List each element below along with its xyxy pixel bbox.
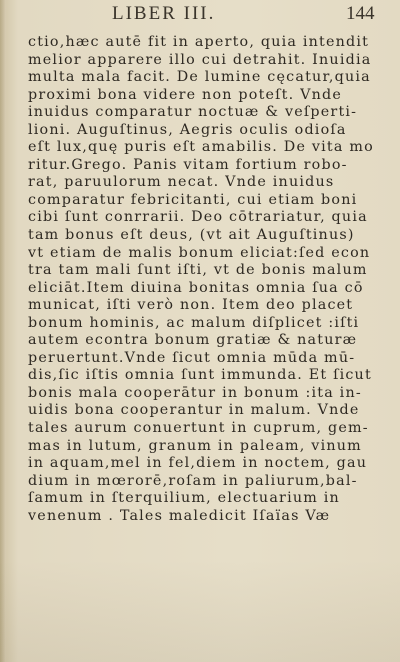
text-line: bonum hominis, ac malum diſplicet :iſti — [28, 314, 360, 331]
text-line: mas in lutum, granum in paleam, vinum — [28, 437, 362, 454]
text-line: dis,ſic iſtis omnia ſunt immunda. Et ſicut — [28, 367, 372, 384]
text-line: melior apparere illo cui detrahit. Inuidia — [28, 51, 372, 68]
text-line: dium in mœrorē,roſam in paliurum,bal- — [28, 472, 358, 489]
text-line: municat, iſti verò non. Item deo placet — [28, 297, 354, 314]
text-line: proximi bona videre non poteſt. Vnde — [28, 86, 343, 103]
text-line: uidis bona cooperantur in malum. Vnde — [28, 402, 360, 419]
text-line: tra tam mali ſunt iſti, vt de bonis malum — [28, 262, 368, 279]
page-number: 144 — [346, 3, 375, 24]
text-line: eliciāt.Item diuina bonitas omnia ſua cō — [28, 279, 364, 296]
text-line: tales aurum conuertunt in cuprum, gem- — [28, 420, 369, 437]
text-line: ctio,hæc autē fit in aperto, quia intendit — [28, 34, 370, 50]
body-text — [28, 34, 390, 525]
page-header — [0, 0, 400, 34]
text-line: comparatur febricitanti, cui etiam boni — [28, 191, 358, 208]
text-line: rat, paruulorum necat. Vnde inuidus — [28, 174, 335, 191]
paper-discoloration — [0, 560, 400, 662]
text-line: tam bonus eſt deus, (vt ait Auguſtinus) — [28, 227, 355, 244]
text-line: inuidus comparatur noctuæ & veſperti- — [28, 104, 358, 121]
text-line: peruertunt.Vnde ſicut omnia mūda mū- — [28, 349, 356, 366]
running-head: LIBER III. — [112, 3, 216, 24]
text-line: bonis mala cooperātur in bonum :ita in- — [28, 384, 362, 401]
text-line: cibi ſunt conrrarii. Deo cōtrariatur, quia — [28, 209, 368, 226]
text-line: vt etiam de malis bonum eliciat:ſed econ — [28, 244, 371, 261]
text-line: ſamum in ſterquilium, electuarium in — [28, 490, 340, 507]
text-line: multa mala facit. De lumine cęcatur,quia — [28, 69, 371, 86]
text-line: ritur.Grego. Panis vitam fortium robo- — [28, 156, 348, 173]
text-line: lioni. Auguſtinus, Aegris oculis odioſa — [28, 121, 347, 138]
text-line: eſt lux,quę puris eſt amabilis. De vita mo — [28, 139, 374, 156]
text-line: venenum . Tales maledicit Iſaïas Væ — [28, 507, 331, 524]
text-line: in aquam,mel in fel,diem in noctem, gau — [28, 455, 368, 472]
text-line: autem econtra bonum gratiæ & naturæ — [28, 332, 358, 349]
